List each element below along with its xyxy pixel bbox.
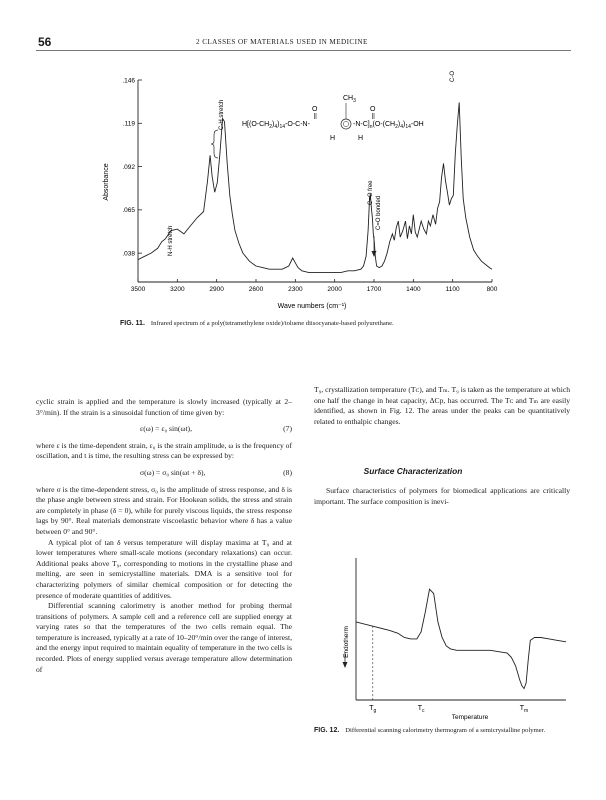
paragraph: where ε is the time-dependent strain, ε₀ is the strain amplitude, ω is the frequency of oscillation, and t is time, the resulting stress can be expressed by:: [36, 440, 292, 461]
paragraph: A typical plot of tan δ versus temperature will display maxima at T₉ and at lower temperatures where small-scale motions (secondary relaxations) can occur. Additional peaks above T₉, corresponding to motions in the crystalline phase and melting, are seen in semicrystalline materials. DMA is a sensitive tool for characterizing polymers of similar chemical composition or for detecting the presence of moderate quantities of additives.: [36, 537, 292, 600]
nh-stretch-label: N-H stretch: [168, 225, 174, 256]
ir-x-tick-label: 3500: [130, 286, 146, 293]
equation-8-number: (8): [283, 467, 292, 477]
right-column-top: [314, 385, 570, 427]
ch-stretch-brace: [211, 130, 218, 158]
c-o-label: C-O: [450, 71, 456, 82]
ir-x-ticks: [131, 279, 498, 293]
equation-7: [36, 424, 292, 435]
equation-7-number: (7): [283, 424, 292, 434]
ir-x-tick-label: 2300: [288, 286, 303, 293]
paragraph: T₉, crystallization temperature (Tᴄ), and Tₘ. T₉ is taken as the temperature at which one half the change in heat capacity, ΔCp, has occurred. The Tᴄ and Tₘ are easily identified, as shown in Fig. 12. The areas under the peaks can be quantitatively related to enthalpic changes.: [314, 385, 570, 426]
polyurethane-formula: [242, 95, 424, 142]
ir-x-tick-label: 1700: [366, 286, 382, 293]
ir-x-axis-label: Wave numbers (cm⁻¹): [277, 303, 347, 310]
right-column-bottom: [314, 486, 570, 507]
ir-x-tick-label: 1100: [445, 286, 460, 293]
ir-y-ticks: [122, 77, 142, 257]
fig11-caption-text: Infrared spectrum of a poly(tetramethylene oxide)/toluene diisocyanate-based polyurethane.: [150, 320, 394, 327]
ir-x-tick-label: 1400: [406, 286, 421, 293]
fig12-caption: [314, 727, 570, 735]
paragraph: Differential scanning calorimetry is another method for probing thermal transitions of polymers. A sample cell and a reference cell are supplied energy at varying rates so that the temperatures of the two cells remain equal. The temperature is increased, typically at a rate of 10–20°/min over the range of interest, and the energy input required to maintain equality of temperature in the two cells is recorded. Plots of energy supplied versus average temperature allow determination of: [36, 601, 292, 674]
dsc-x-tick-label: $T_m$: [519, 705, 529, 714]
dsc-x-ticks: [369, 705, 528, 714]
paragraph: where σ is the time-dependent stress, σ₀ is the amplitude of stress response, and δ is the phase angle between stress and strain. For Hookean solids, the stress and strain are completely in phase (δ = 0), while for purely viscous liquids, the stress response lags by 90°. Real materials demonstrate viscoelastic behavior where δ has a value between 0° and 90°.: [36, 484, 292, 536]
ch-stretch-label: C-H stretch: [219, 99, 225, 130]
benzene-ring: [341, 119, 351, 129]
page-number: 56: [38, 35, 52, 49]
dsc-curve: [356, 589, 566, 688]
ir-x-tick-label: 2600: [248, 286, 264, 293]
dsc-y-axis-label: Endotherm: [343, 626, 350, 658]
ir-y-tick-label: .092: [122, 163, 135, 171]
ir-x-tick-label: 800: [486, 286, 498, 293]
endotherm-arrowhead: [343, 662, 348, 668]
svg-text:H: H: [330, 135, 336, 142]
paragraph: Surface characteristics of polymers for biomedical applications are critically important. The surface composition is inevi-: [314, 486, 570, 506]
ir-y-tick-label: .065: [122, 207, 135, 215]
ir-y-axis-label: Absorbance: [103, 163, 110, 201]
ir-x-tick-label: 2900: [209, 286, 224, 293]
svg-text:O: O: [312, 106, 318, 113]
ir-y-tick-label: .038: [122, 250, 135, 258]
co-bonded-label: C=O bonded: [376, 195, 382, 230]
equation-8-body: σ(ω) = σ₀ sin(ωt + δ),: [140, 467, 206, 477]
fig11-caption-label: FIG. 11.: [120, 320, 145, 327]
co-free-label: C=O free: [368, 180, 374, 205]
benzene-ring-inner: [343, 121, 348, 126]
dsc-x-tick-label: $T_c$: [417, 705, 425, 714]
fig12-caption-label: FIG. 12.: [314, 727, 340, 734]
equation-7-body: ε(ω) = ε₀ sin(ωt),: [140, 424, 192, 434]
left-column: [36, 397, 292, 675]
co-arrowhead: [372, 251, 377, 257]
ir-y-tick-label: .119: [122, 120, 135, 128]
svg-text:H: H: [358, 135, 364, 142]
dsc-axes: [356, 558, 566, 700]
dsc-x-axis-label: Temperature: [451, 714, 489, 721]
fig11-caption: [120, 320, 540, 328]
dsc-x-tick-label: $T_g$: [369, 705, 377, 714]
paragraph: cyclic strain is applied and the temperature is slowly increased (typically at 2–3°/min). If the strain is a sinusoidal function of time given by:: [36, 397, 292, 417]
svg-text:H[(O-CH2)4)14-O-C-N-: $H[(O-CH_2)_4)_{14}-O-C-N-$: [242, 121, 310, 130]
ir-x-tick-label: 3200: [170, 286, 185, 293]
ir-x-tick-label: 2000: [327, 286, 342, 293]
ir-y-tick-label: .146: [122, 77, 135, 85]
section-heading: Surface Characterization: [363, 466, 463, 476]
fig12-caption-text: Differential scanning calorimetry thermogram of a semicrystalline polymer.: [345, 727, 546, 734]
equation-8: [36, 468, 292, 479]
svg-text:O: O: [370, 106, 376, 113]
svg-text:CH3: $CH_3$: [343, 95, 356, 104]
svg-text:-N-C]n(O-(CH2)4)14-OH: $-N-C]_n(O-(CH_2)_4)_{14}-OH$: [353, 121, 424, 130]
running-title: 2 CLASSES OF MATERIALS USED IN MEDICINE: [196, 38, 368, 46]
